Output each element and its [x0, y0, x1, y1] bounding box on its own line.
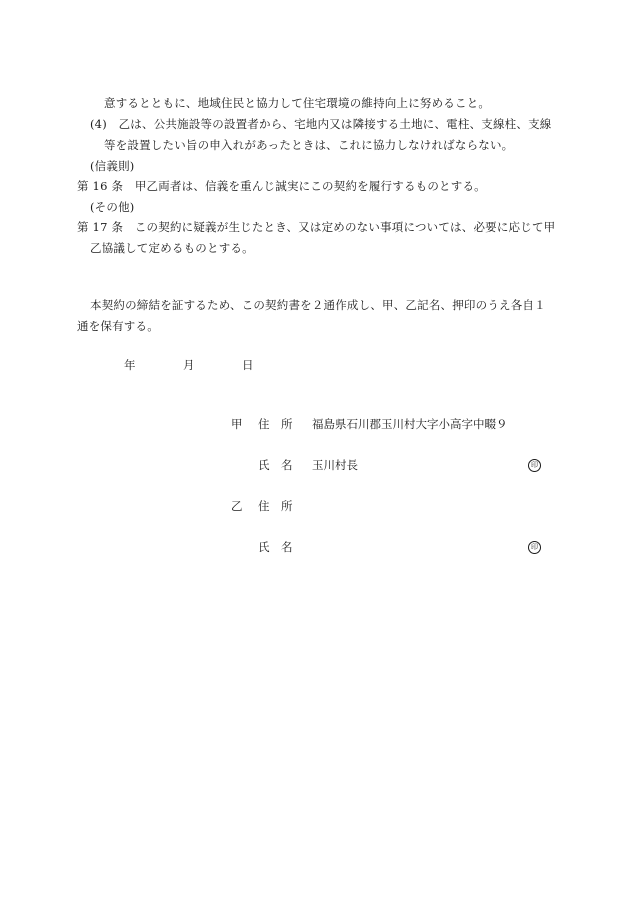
closing-statement-line1: 本契約の締結を証するため、この契約書を２通作成し、甲、乙記名、押印のうえ各自１: [90, 298, 546, 312]
party-a-name-value: 玉川村長: [312, 458, 358, 472]
party-a-seal-mark: 印: [528, 459, 541, 472]
article-17-heading: (その他): [90, 200, 135, 214]
article-17-line2: 乙協議して定めるものとする。: [90, 241, 254, 255]
article-16-heading: (信義則): [90, 159, 135, 173]
date-month-label: 月: [183, 358, 195, 372]
date-year-label: 年: [124, 358, 136, 372]
closing-statement-line2: 通を保有する。: [77, 319, 159, 333]
clause-item-4-line2: 等を設置したい旨の申入れがあったときは、これに協力しなければならない。: [104, 138, 514, 152]
party-b-name-label: 氏 名: [258, 540, 293, 554]
article-17-line1: 第 17 条 この契約に疑義が生じたとき、又は定めのない事項については、必要に応じて甲: [77, 220, 556, 234]
party-a-address-label: 住 所: [258, 417, 293, 431]
party-b-seal-mark: 印: [528, 541, 541, 554]
party-a-name-label: 氏 名: [258, 458, 293, 472]
clause-item-4-line1: (4) 乙は、公共施設等の設置者から、宅地内又は隣接する土地に、電柱、支線柱、支線: [90, 117, 552, 131]
clause-continuation: 意するとともに、地域住民と協力して住宅環境の維持向上に努めること。: [104, 96, 491, 110]
party-a-label: 甲: [231, 417, 243, 431]
article-16: 第 16 条 甲乙両者は、信義を重んじ誠実にこの契約を履行するものとする。: [77, 179, 486, 193]
party-b-label: 乙: [231, 499, 243, 513]
date-day-label: 日: [242, 358, 254, 372]
party-a-address-value: 福島県石川郡玉川村大字小高字中畷９: [312, 417, 508, 431]
party-b-address-label: 住 所: [258, 499, 293, 513]
